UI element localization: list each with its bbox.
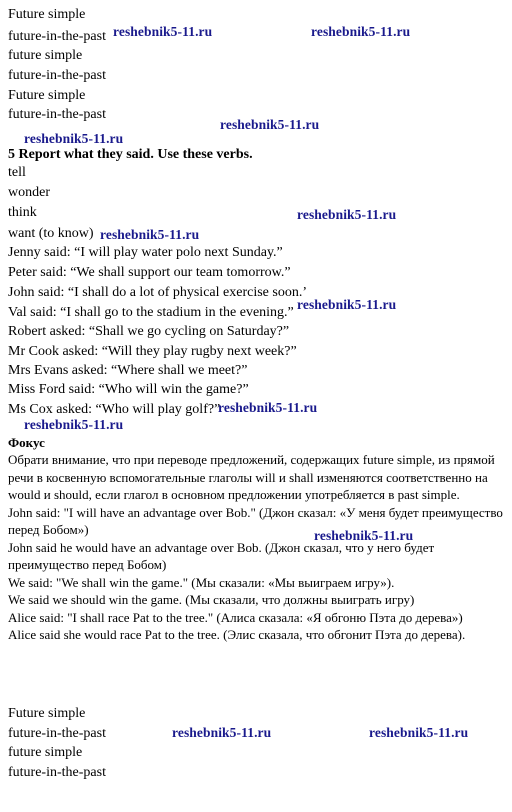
exercise-sentence: Jenny said: “I will play water polo next Sunday.” [8, 245, 283, 260]
watermark: reshebnik5-11.ru [218, 400, 318, 415]
exercise-sentence: Miss Ford said: “Who will win the game?” [8, 382, 249, 397]
answer-line: future simple [8, 48, 83, 63]
watermark: reshebnik5-11.ru [100, 227, 200, 242]
answer-line: future-in-the-past [8, 68, 106, 83]
watermark: reshebnik5-11.ru [113, 24, 213, 39]
watermark: reshebnik5-11.ru [172, 725, 272, 740]
answer-line: Future simple [8, 88, 86, 103]
watermark: reshebnik5-11.ru [369, 725, 469, 740]
focus-paragraph: Alice said: "I shall race Pat to the tree." (Алиса сказала: «Я обгоню Пэта до дерева») [8, 609, 463, 625]
verb-item: tell [8, 165, 26, 180]
watermark: reshebnik5-11.ru [297, 207, 397, 222]
verb-item: think [8, 205, 37, 220]
watermark: reshebnik5-11.ru [24, 417, 124, 432]
watermark: reshebnik5-11.ru [297, 297, 397, 312]
watermark: reshebnik5-11.ru [311, 24, 411, 39]
exercise-sentence: Robert asked: “Shall we go cycling on Saturday?” [8, 324, 290, 339]
answer-line: future-in-the-past [8, 726, 106, 741]
exercise-sentence: Mr Cook asked: “Will they play rugby next week?” [8, 344, 297, 359]
watermark: reshebnik5-11.ru [220, 117, 320, 132]
focus-text [8, 451, 508, 644]
exercise-sentence: Val said: “I shall go to the stadium in the evening.” [8, 305, 294, 320]
focus-paragraph: John said: "I will have an advantage over Bob." (Джон сказал: «У меня будет преимущество перед Бобом») [8, 504, 503, 537]
answer-line: Future simple [8, 7, 86, 22]
focus-paragraph: We said we should win the game. (Мы сказали, что должны выиграть игру) [8, 592, 415, 607]
answer-line: future-in-the-past [8, 107, 106, 122]
answer-line: future simple [8, 745, 83, 760]
focus-paragraph: Alice said she would race Pat to the tree. (Элис сказала, что обгонит Пэта до дерева). [8, 627, 466, 642]
verb-item: want (to know) [8, 226, 94, 241]
focus-title: Фокус [8, 435, 45, 450]
answer-line: future-in-the-past [8, 29, 106, 44]
watermark: reshebnik5-11.ru [24, 131, 124, 146]
watermark: reshebnik5-11.ru [314, 528, 414, 543]
verb-item: wonder [8, 185, 50, 200]
answer-line: Future simple [8, 706, 86, 721]
exercise-sentence: Mrs Evans asked: “Where shall we meet?” [8, 363, 248, 378]
exercise-sentence: Peter said: “We shall support our team tomorrow.” [8, 265, 291, 280]
exercise-sentence: Ms Cox asked: “Who will play golf?” [8, 402, 221, 417]
focus-paragraph: We said: "We shall win the game." (Мы сказали: «Мы выиграем игру»). [8, 574, 395, 590]
focus-paragraph: John said he would have an advantage over Bob. (Джон сказал, что у него будет преимущество перед Бобом) [8, 539, 435, 572]
exercise-heading: 5 Report what they said. Use these verbs. [8, 147, 253, 162]
answer-line: future-in-the-past [8, 765, 106, 780]
exercise-sentence: John said: “I shall do a lot of physical exercise soon.’ [8, 285, 307, 300]
focus-paragraph: Обрати внимание, что при переводе предложений, содержащих future simple, из прямой речи в косвенную вспомогательные глаголы will и shall изменяются соответственно на would и should, если глагол в основном предложении употребляется в past simple. [8, 452, 495, 502]
